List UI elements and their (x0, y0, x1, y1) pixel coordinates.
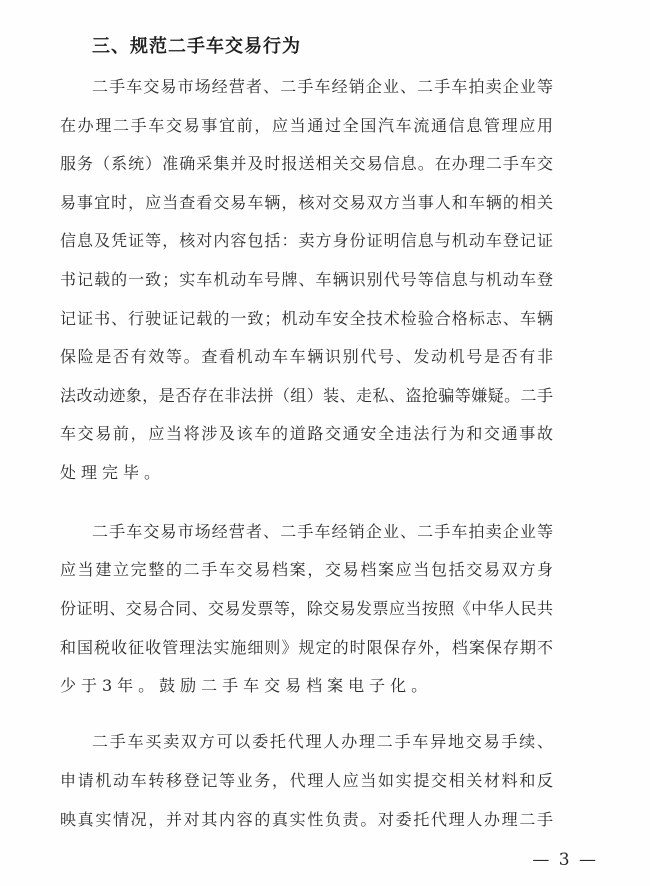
paragraph-3-line: 映真实情况，并对其内容的真实性负责。对委托代理人办理二手 (60, 810, 553, 829)
paragraph-2-line: 二手车交易市场经营者、二手车经销企业、二手车拍卖企业等 (92, 522, 553, 541)
paragraph-1-line: 记证书、行驶证记载的一致；机动车安全技术检验合格标志、车辆 (60, 309, 553, 328)
paragraph-1-line: 二手车交易市场经营者、二手车经销企业、二手车拍卖企业等 (92, 77, 553, 96)
paragraph-1-line: 车交易前，应当将涉及该车的道路交通安全违法行为和交通事故 (60, 424, 553, 443)
page-number: — 3 — (532, 850, 598, 870)
paragraph-1-line: 书记载的一致；实车机动车号牌、车辆识别代号等信息与机动车登 (60, 270, 553, 289)
paragraph-2-line: 少于3年。鼓励二手车交易档案电子化。 (60, 676, 433, 695)
paragraph-1-line: 保险是否有效等。查看机动车车辆识别代号、发动机号是否有非 (60, 347, 553, 366)
paragraph-1-line: 易事宜时，应当查看交易车辆，核对交易双方当事人和车辆的相关 (60, 193, 553, 212)
paragraph-1-line: 法改动迹象，是否存在非法拼（组）装、走私、盗抢骗等嫌疑。二手 (60, 386, 553, 405)
section-heading: 三、规范二手车交易行为 (92, 36, 301, 57)
paragraph-1-line: 信息及凭证等，核对内容包括：卖方身份证明信息与机动车登记证 (60, 231, 553, 250)
paragraph-3-line: 申请机动车转移登记等业务，代理人应当如实提交相关材料和反 (60, 771, 553, 790)
paragraph-3-line: 二手车买卖双方可以委托代理人办理二手车异地交易手续、 (92, 732, 553, 751)
paragraph-2-line: 和国税收征收管理法实施细则》规定的时限保存外，档案保存期不 (60, 638, 553, 657)
paragraph-2-line: 份证明、交易合同、交易发票等，除交易发票应当按照《中华人民共 (60, 599, 553, 618)
paragraph-1-line: 服务（系统）准确采集并及时报送相关交易信息。在办理二手车交 (60, 154, 553, 173)
paragraph-1-line: 在办理二手车交易事宜前，应当通过全国汽车流通信息管理应用 (60, 116, 553, 135)
paragraph-2-line: 应当建立完整的二手车交易档案，交易档案应当包括交易双方身 (60, 560, 553, 579)
paragraph-1-line: 处理完毕。 (60, 463, 166, 482)
